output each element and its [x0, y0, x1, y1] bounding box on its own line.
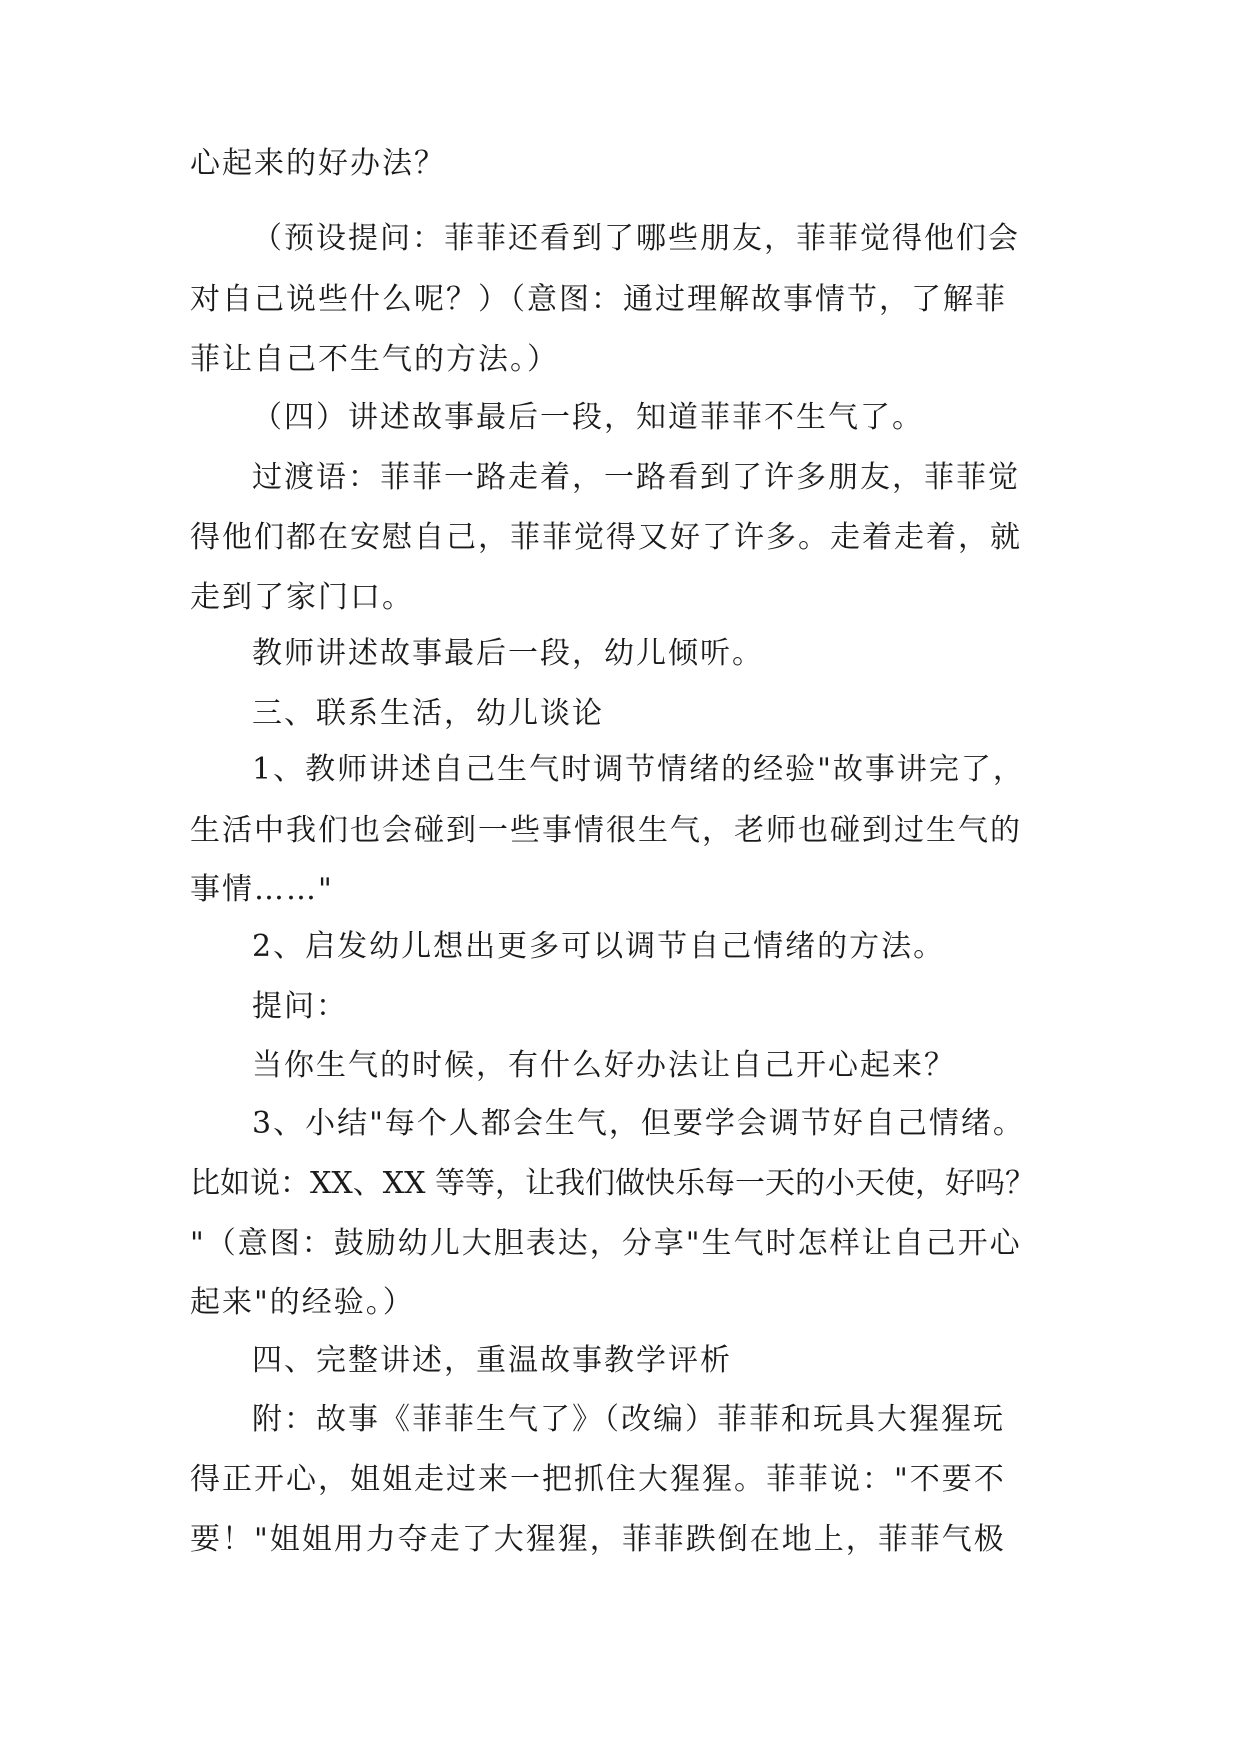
text-line: 3、小结"每个人都会生气，但要学会调节好自己情绪。 [252, 1106, 1025, 1141]
text-line: 当你生气的时候，有什么好办法让自己开心起来？ [252, 1048, 956, 1083]
text-line: 比如说：XX、XX 等等，让我们做快乐每一天的小天使，好吗？ [190, 1166, 1035, 1201]
text-line: 提问： [252, 989, 348, 1024]
text-line: 三、联系生活，幼儿谈论 [252, 696, 604, 731]
text-line: 要！"姐姐用力夺走了大猩猩，菲菲跌倒在地上，菲菲气极 [190, 1522, 1006, 1557]
text-line: （四）讲述故事最后一段，知道菲菲不生气了。 [252, 400, 924, 435]
text-line: 菲让自己不生气的方法。） [190, 342, 559, 377]
text-line: 过渡语：菲菲一路走着，一路看到了许多朋友，菲菲觉 [252, 460, 1020, 495]
text-line: 事情……" [190, 872, 334, 907]
text-line: 走到了家门口。 [190, 580, 414, 615]
text-line: 心起来的好办法？ [190, 146, 446, 181]
text-line: 对自己说些什么呢？）（意图：通过理解故事情节，了解菲 [190, 282, 1007, 317]
text-line: 得他们都在安慰自己，菲菲觉得又好了许多。走着走着，就 [190, 520, 1022, 555]
text-line: 起来"的经验。） [190, 1285, 415, 1320]
text-line: 生活中我们也会碰到一些事情很生气，老师也碰到过生气的 [190, 813, 1022, 848]
text-line: 2、启发幼儿想出更多可以调节自己情绪的方法。 [252, 929, 946, 964]
text-line: 附：故事《菲菲生气了》（改编）菲菲和玩具大猩猩玩 [252, 1402, 1005, 1437]
text-line: "（意图：鼓励幼儿大胆表达，分享"生气时怎样让自己开心 [190, 1226, 1022, 1261]
text-line: 四、完整讲述，重温故事教学评析 [252, 1343, 732, 1378]
text-line: 1、教师讲述自己生气时调节情绪的经验"故事讲完了， [252, 752, 1025, 787]
text-line: 得正开心，姐姐走过来一把抓住大猩猩。菲菲说："不要不 [190, 1462, 1006, 1497]
text-line: 教师讲述故事最后一段，幼儿倾听。 [252, 636, 764, 671]
text-line: （预设提问：菲菲还看到了哪些朋友，菲菲觉得他们会 [252, 221, 1020, 256]
